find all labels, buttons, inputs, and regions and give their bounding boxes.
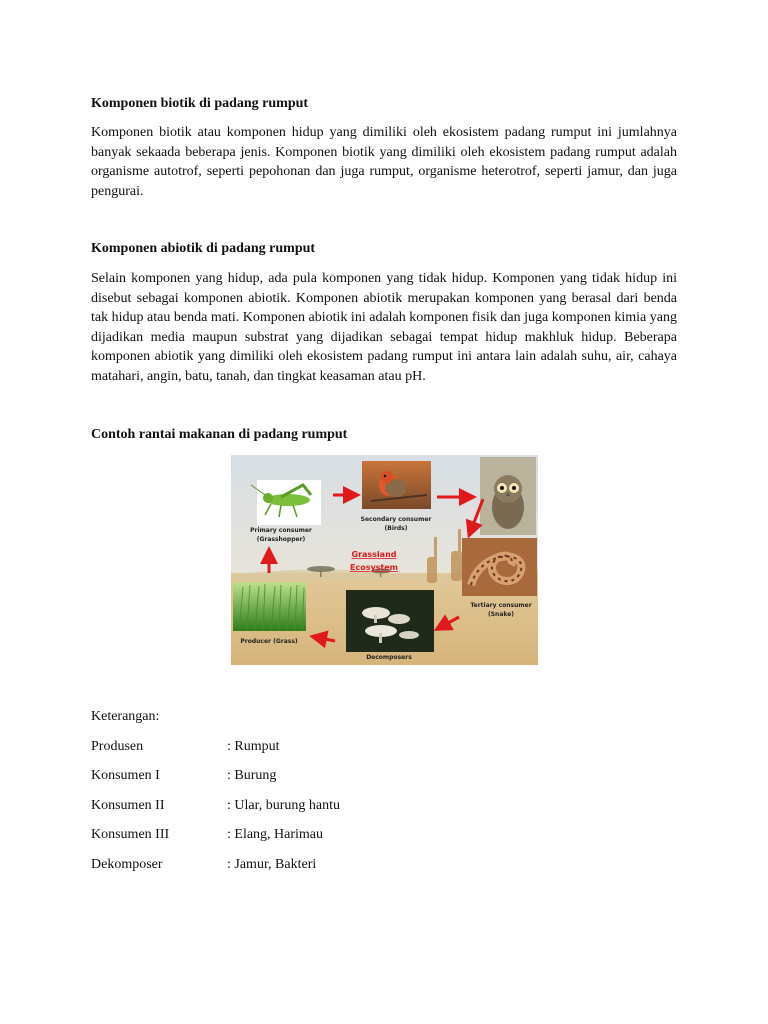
secondary-consumer-sub: (Birds) — [384, 525, 408, 532]
section-heading-abiotik: Komponen abiotik di padang rumput — [91, 241, 316, 256]
legend-term: Produsen — [91, 739, 144, 754]
tertiary-consumer-sub: (Snake) — [487, 611, 515, 618]
paragraph-biotik: Komponen biotik atau komponen hidup yang dimiliki oleh ekosistem padang rumput ini jumlahnya banyak sekaada beberapa jenis. Komponen biotik yang dimiliki oleh ekosistem padang rumput adalah organisme autotrof, seperti pepohonan dan juga rumput, organisme heterotrof, seperti jamur, dan juga pengurai. — [91, 125, 677, 199]
legend-term: Dekomposer — [91, 857, 163, 872]
food-chain-figure — [231, 455, 538, 665]
section-heading-rantai-makanan: Contoh rantai makanan di padang rumput — [91, 427, 348, 442]
legend-definition: : Burung — [227, 768, 277, 783]
tertiary-consumer-label: Tertiary consumer — [470, 602, 532, 609]
legend-term: Konsumen II — [91, 798, 165, 813]
primary-consumer-label: Primary consumer — [250, 527, 312, 534]
paragraph-abiotik: Selain komponen yang hidup, ada pula komponen yang tidak hidup. Komponen yang tidak hidup ini disebut sebagai komponen abiotik. Komponen abiotik merupakan komponen yang berasal dari benda tak hidup atau benda mati. Komponen abiotik ini adalah komponen fisik dan juga komponen kimia yang dijadikan media maupun substrat yang dijadikan sebagai tempat hidup makhluk hidup. Beberapa komponen abiotik yang dimiliki oleh ekosistem padang rumput ini antara lain adalah suhu, air, cahaya matahari, angin, batu, tanah, dan tingkat keasaman atau pH. — [91, 271, 677, 384]
center-label-ecosystem: Ecosystem — [349, 563, 399, 572]
keterangan-title: Keterangan: — [91, 709, 160, 724]
decomposers-label: Decomposers — [366, 654, 412, 661]
legend-definition: : Elang, Harimau — [227, 827, 324, 842]
primary-consumer-sub: (Grasshopper) — [256, 536, 306, 543]
snake-photo — [462, 538, 537, 596]
legend-term: Konsumen III — [91, 827, 170, 842]
legend-definition: : Ular, burung hantu — [227, 798, 340, 813]
legend-term: Konsumen I — [91, 768, 160, 783]
center-label-grassland: Grassland — [351, 550, 397, 559]
legend-definition: : Jamur, Bakteri — [227, 857, 317, 872]
secondary-consumer-label: Secondary consumer — [360, 516, 432, 523]
bird-icon — [362, 461, 431, 509]
owl-icon — [480, 457, 536, 535]
section-heading-biotik: Komponen biotik di padang rumput — [91, 96, 309, 111]
producer-label: Producer (Grass) — [240, 638, 298, 645]
food-chain-diagram — [231, 455, 538, 665]
legend-definition: : Rumput — [227, 739, 280, 754]
